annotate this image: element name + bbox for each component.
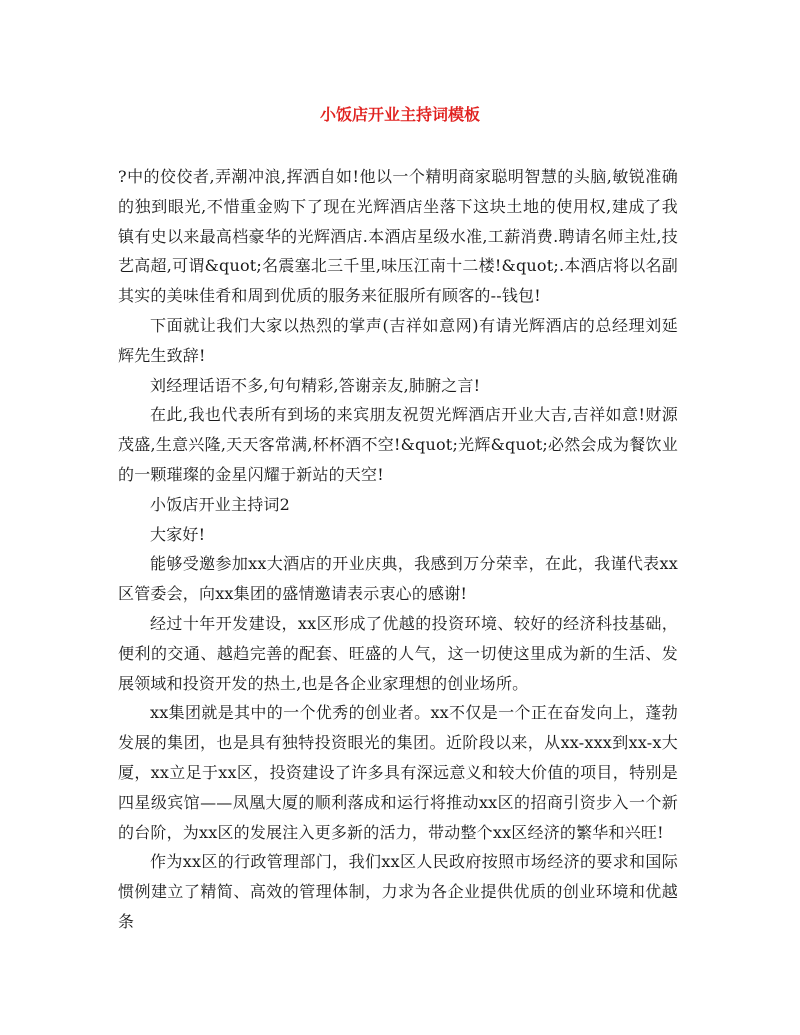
paragraph: 刘经理话语不多,句句精彩,答谢亲友,肺腑之言!	[150, 375, 481, 395]
paragraph: 大家好!	[150, 524, 206, 544]
paragraph: 在此,我也代表所有到场的来宾朋友祝贺光辉酒店开业大吉,吉祥如意!财源茂盛,生意兴隆,天天客常满,杯杯酒不空!&quot;光辉&quot;必然会成为餐饮业的一颗璀璨的金星闪耀于新站的天空!	[118, 405, 678, 484]
paragraph: 能够受邀参加xx大酒店的开业庆典，我感到万分荣幸，在此，我谨代表xx区管委会，向xx集团的盛情邀请表示衷心的感谢!	[118, 554, 678, 604]
paragraph: 作为xx区的行政管理部门，我们xx区人民政府按照市场经济的要求和国际惯例建立了精简、高效的管理体制，力求为各企业提供优质的创业环境和优越条	[118, 852, 678, 931]
document-title: 小饭店开业主持词模板	[319, 105, 480, 124]
section-heading: 小饭店开业主持词2	[150, 494, 290, 514]
paragraph: 经过十年开发建设，xx区形成了优越的投资环境、较好的经济科技基础，便利的交通、越趋完善的配套、旺盛的人气，这一切使这里成为新的生活、发展领域和投资开发的热土,也是各企业家理想的创业场所。	[118, 613, 678, 693]
document-body	[118, 162, 678, 937]
paragraph: xx集团就是其中的一个优秀的创业者。xx不仅是一个正在奋发向上，蓬勃发展的集团，也是具有独特投资眼光的集团。近阶段以来，从xx-xxx到xx-x大厦，xx立足于xx区，投资建设了许多具有深远意义和较大价值的项目，特别是四星级宾馆——凤凰大厦的顺利落成和运行将推动xx区的招商引资步入一个新的台阶，为xx区的发展注入更多新的活力，带动整个xx区经济的繁华和兴旺!	[118, 703, 678, 842]
paragraph: ?中的佼佼者,弄潮冲浪,挥洒自如!他以一个精明商家聪明智慧的头脑,敏锐准确的独到眼光,不惜重金购下了现在光辉酒店坐落下这块土地的使用权,建成了我镇有史以来最高档豪华的光辉酒店.本酒店星级水准,工薪消费.聘请名师主灶,技艺高超,可谓&quot;名震塞北三千里,味压江南十二楼!&quot;.本酒店将以名副其实的美味佳肴和周到优质的服务来征服所有顾客的--钱包!	[118, 167, 678, 306]
paragraph: 下面就让我们大家以热烈的掌声(吉祥如意网)有请光辉酒店的总经理刘延辉先生致辞!	[118, 315, 678, 365]
